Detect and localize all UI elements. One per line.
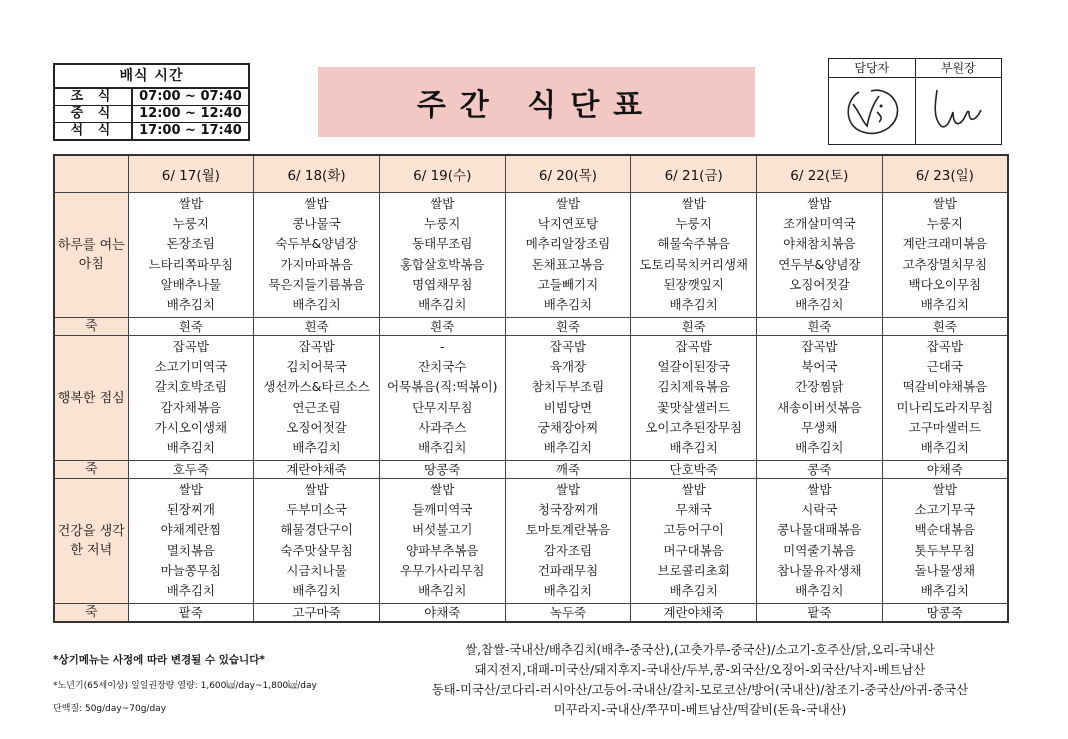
meal-row — [54, 193, 1008, 318]
menu-item: 숙두부&양념장 — [275, 236, 358, 252]
corner-cell — [54, 155, 128, 193]
porridge-cell: 호두죽 — [128, 461, 254, 479]
menu-cell — [631, 193, 757, 318]
serving-row-dinner — [55, 122, 248, 139]
day-header: 6/ 23(일) — [882, 155, 1008, 193]
menu-item: 배추김치 — [166, 583, 215, 599]
menu-item: 두부미소국 — [286, 502, 347, 518]
menu-item: 고구마샐러드 — [908, 419, 982, 435]
menu-item: 명엽채무침 — [412, 276, 473, 292]
menu-item: 갈치호박조림 — [154, 379, 228, 395]
approval-manager-label: 담당자 — [829, 59, 915, 78]
menu-item: 누룽지 — [926, 216, 963, 232]
menu-item: - — [440, 339, 445, 354]
porridge-cell: 흰죽 — [757, 318, 883, 336]
porridge-cell: 계란야채죽 — [631, 604, 757, 623]
menu-cell — [254, 336, 380, 461]
serving-meal-name: 석 식 — [55, 123, 133, 139]
menu-cell — [128, 479, 254, 604]
menu-item: 톳두부무침 — [914, 542, 976, 558]
menu-item: 오이고추된장무침 — [645, 419, 742, 435]
porridge-cell: 야채죽 — [882, 461, 1008, 479]
menu-item: 고들빼기지 — [537, 276, 599, 292]
menu-item: 야채참치볶음 — [783, 236, 856, 252]
menu-cell — [379, 479, 505, 604]
origin-line: 쌀,찹쌀-국내산/배추김치(배추-중국산),(고춧가루-중국산)/소고기-호주산/닭,오리-국내산 — [465, 643, 935, 657]
menu-item: 시락국 — [801, 502, 838, 518]
menu-item: 숙주맛살무침 — [280, 542, 353, 558]
menu-cell — [757, 193, 883, 318]
porridge-label: 죽 — [54, 461, 128, 479]
menu-item: 쌀밥 — [681, 482, 706, 497]
day-header-row — [54, 155, 1008, 193]
menu-cell — [505, 479, 631, 604]
menu-item: 배추김치 — [795, 583, 844, 599]
menu-item: 가시오이생채 — [154, 419, 228, 435]
menu-item: 콩나물국 — [292, 216, 341, 232]
origin-info — [380, 640, 1020, 720]
porridge-cell: 흰죽 — [882, 318, 1008, 336]
menu-item: 고등어구이 — [663, 522, 724, 538]
menu-item: 누룽지 — [424, 216, 461, 232]
porridge-row — [54, 318, 1008, 336]
porridge-cell: 녹두죽 — [505, 604, 631, 623]
day-header: 6/ 19(수) — [379, 155, 505, 193]
serving-time-header: 배식 시간 — [55, 65, 248, 89]
menu-item: 콩나물대패볶음 — [777, 522, 862, 538]
menu-item: 미역줄기볶음 — [783, 542, 856, 558]
menu-item: 무생채 — [801, 419, 838, 435]
menu-item: 된장찌개 — [166, 502, 215, 518]
menu-item: 잡곡밥 — [298, 339, 335, 354]
menu-item: 배추김치 — [166, 297, 215, 313]
menu-item: 감자채볶음 — [160, 399, 222, 415]
day-header: 6/ 18(화) — [254, 155, 380, 193]
menu-item: 알배추나물 — [160, 276, 222, 292]
porridge-cell: 깨죽 — [505, 461, 631, 479]
menu-item: 잡곡밥 — [675, 339, 712, 354]
menu-item: 잡곡밥 — [172, 339, 209, 354]
menu-item: 잡곡밥 — [926, 339, 963, 354]
menu-item: 육개장 — [549, 359, 587, 375]
menu-item: 사과주스 — [418, 419, 467, 435]
signature-manager — [829, 78, 915, 144]
menu-item: 비빔당면 — [543, 399, 593, 415]
menu-item: 배추김치 — [292, 297, 341, 313]
menu-item: 간장찜닭 — [795, 379, 844, 395]
menu-item: 배추김치 — [543, 440, 593, 456]
menu-item: 조개살미역국 — [783, 216, 856, 232]
day-header: 6/ 17(월) — [128, 155, 254, 193]
porridge-cell: 팥죽 — [128, 604, 254, 623]
menu-item: 쌀밥 — [430, 196, 455, 211]
origin-line: 돼지전지,대패-미국산/돼지후지-국내산/두부,콩-외국산/오징어-외국산/낙지-베트남산 — [474, 663, 926, 677]
menu-item: 홍합살호박볶음 — [399, 256, 485, 272]
menu-item: 시금치나물 — [286, 562, 347, 578]
menu-item: 배추김치 — [418, 440, 467, 456]
menu-item: 브로콜리초회 — [657, 562, 730, 578]
porridge-cell: 흰죽 — [379, 318, 505, 336]
meal-label: 행복한 점심 — [54, 336, 128, 461]
menu-item: 쌀밥 — [555, 482, 581, 497]
menu-item: 머구대볶음 — [663, 542, 724, 558]
menu-item: 참나물유자생채 — [777, 562, 862, 578]
porridge-cell: 계란야채죽 — [254, 461, 380, 479]
menu-cell — [379, 193, 505, 318]
menu-item: 잔치국수 — [418, 359, 467, 375]
menu-item: 잡곡밥 — [549, 339, 587, 354]
menu-item: 배추김치 — [543, 297, 593, 313]
menu-cell — [882, 479, 1008, 604]
serving-meal-time: 12:00 ~ 12:40 — [139, 106, 242, 121]
page-title: 주간 식단표 — [318, 67, 755, 137]
menu-item: 소고기무국 — [914, 502, 976, 518]
menu-item: 마늘쫑무침 — [160, 562, 222, 578]
menu-item: 배추김치 — [418, 583, 467, 599]
menu-item: 새송이버섯볶음 — [777, 399, 862, 415]
porridge-cell: 흰죽 — [631, 318, 757, 336]
signature-vice-director — [916, 78, 1002, 144]
meal-row — [54, 336, 1008, 461]
menu-item: 소고기미역국 — [154, 359, 228, 375]
menu-cell — [505, 193, 631, 318]
menu-item: 동태무조림 — [412, 236, 473, 252]
menu-cell — [128, 336, 254, 461]
menu-cell — [631, 479, 757, 604]
menu-item: 백순대볶음 — [914, 522, 976, 538]
menu-item: 돈장조림 — [166, 236, 215, 252]
meal-label: 하루를 여는 아침 — [54, 193, 128, 318]
menu-item: 궁채장아찌 — [537, 419, 599, 435]
porridge-label: 죽 — [54, 604, 128, 623]
menu-item: 쌀밥 — [932, 482, 957, 497]
menu-item: 해물숙주볶음 — [657, 236, 730, 252]
menu-item: 해물경단구이 — [280, 522, 353, 538]
menu-item: 들깨미역국 — [412, 502, 473, 518]
menu-item: 배추김치 — [418, 297, 467, 313]
porridge-cell: 흰죽 — [505, 318, 631, 336]
menu-item: 토마토계란볶음 — [525, 522, 611, 538]
menu-cell — [254, 479, 380, 604]
meal-body — [54, 193, 1008, 623]
menu-item: 쌀밥 — [304, 196, 329, 211]
menu-item: 돈채표고볶음 — [531, 256, 605, 272]
porridge-cell: 흰죽 — [128, 318, 254, 336]
menu-item: 배추김치 — [292, 440, 341, 456]
menu-item: 쌀밥 — [932, 196, 957, 211]
approval-vice-director-label: 부원장 — [916, 59, 1002, 78]
porridge-row — [54, 604, 1008, 623]
menu-item: 쌀밥 — [807, 482, 832, 497]
porridge-cell: 팥죽 — [757, 604, 883, 623]
serving-time-box — [53, 63, 250, 141]
menu-item: 미나리도라지무침 — [896, 399, 994, 415]
menu-item: 배추김치 — [669, 297, 718, 313]
menu-item: 오징어젓갈 — [286, 419, 347, 435]
menu-item: 배추김치 — [669, 583, 718, 599]
menu-item: 된장깻잎지 — [663, 276, 724, 292]
porridge-cell: 야채죽 — [379, 604, 505, 623]
serving-meal-time: 07:00 ~ 07:40 — [139, 89, 242, 104]
menu-item: 쌀밥 — [304, 482, 329, 497]
menu-item: 계란크래미볶음 — [902, 236, 988, 252]
menu-cell — [882, 193, 1008, 318]
menu-item: 배추김치 — [920, 440, 970, 456]
menu-cell — [757, 336, 883, 461]
menu-cell — [757, 479, 883, 604]
menu-item: 쌀밥 — [430, 482, 455, 497]
menu-item: 배추김치 — [292, 583, 341, 599]
menu-item: 메추리알장조림 — [525, 236, 611, 252]
menu-item: 배추김치 — [795, 440, 844, 456]
menu-item: 누룽지 — [172, 216, 209, 232]
menu-item: 배추김치 — [920, 297, 970, 313]
menu-item: 어묵볶음(직:떡볶이) — [386, 379, 498, 395]
menu-item: 배추김치 — [920, 583, 970, 599]
menu-item: 배추김치 — [669, 440, 718, 456]
menu-item: 야채계란찜 — [160, 522, 222, 538]
day-header: 6/ 20(목) — [505, 155, 631, 193]
menu-item: 가지마파볶음 — [280, 256, 353, 272]
day-header: 6/ 21(금) — [631, 155, 757, 193]
porridge-cell: 땅콩죽 — [379, 461, 505, 479]
approval-box — [828, 58, 1002, 145]
menu-item: 생선까스&타르소스 — [263, 379, 370, 395]
menu-item: 버섯불고기 — [412, 522, 473, 538]
protein-note: 단백질: 50g/day~70g/day — [53, 704, 167, 714]
menu-item: 청국장찌개 — [537, 502, 599, 518]
origin-line: 미꾸라지-국내산/쭈꾸미-베트남산/떡갈비(돈육-국내산) — [553, 703, 847, 717]
menu-item: 근대국 — [926, 359, 963, 375]
menu-item: 쌀밥 — [178, 482, 203, 497]
menu-item: 멸치볶음 — [166, 542, 215, 558]
serving-meal-name: 조 식 — [55, 89, 133, 105]
serving-meal-time: 17:00 ~ 17:40 — [139, 123, 242, 138]
menu-item: 양파부추볶음 — [406, 542, 479, 558]
menu-item: 꽃맛살샐러드 — [657, 399, 730, 415]
serving-meal-name: 중 식 — [55, 106, 133, 122]
menu-item: 배추김치 — [543, 583, 593, 599]
menu-item: 건파래무침 — [537, 562, 599, 578]
menu-item: 감자조림 — [543, 542, 593, 558]
menu-item: 쌀밥 — [555, 196, 581, 211]
menu-item: 배추김치 — [795, 297, 844, 313]
porridge-cell: 콩죽 — [757, 461, 883, 479]
menu-item: 우무가사리무침 — [399, 562, 485, 578]
meal-row — [54, 479, 1008, 604]
menu-cell — [128, 193, 254, 318]
menu-item: 잡곡밥 — [801, 339, 838, 354]
weekly-menu-table — [53, 154, 1009, 623]
serving-row-breakfast — [55, 89, 248, 105]
porridge-row — [54, 461, 1008, 479]
menu-item: 김치제육볶음 — [657, 379, 730, 395]
menu-item: 쌀밥 — [807, 196, 832, 211]
menu-item: 백다오이무침 — [908, 276, 982, 292]
porridge-label: 죽 — [54, 318, 128, 336]
menu-item: 얼갈이된장국 — [657, 359, 730, 375]
menu-item: 느타리쪽파무침 — [148, 256, 234, 272]
menu-item: 떡갈비야채볶음 — [902, 379, 988, 395]
menu-item: 돌나물생채 — [914, 562, 976, 578]
menu-change-note: *상기메뉴는 사정에 따라 변경될 수 있습니다* — [53, 654, 265, 666]
menu-item: 배추김치 — [166, 440, 215, 456]
porridge-cell: 단호박죽 — [631, 461, 757, 479]
origin-line: 동태-미국산/코다리-러시아산/고등어-국내산/갈치-모로코산/방어(국내산)/참조기-중국산/아귀-중국산 — [431, 683, 969, 697]
day-header: 6/ 22(토) — [757, 155, 883, 193]
menu-item: 쌀밥 — [178, 196, 203, 211]
serving-row-lunch — [55, 105, 248, 122]
menu-item: 김치어묵국 — [286, 359, 347, 375]
notes — [53, 652, 317, 714]
menu-item: 연두부&양념장 — [778, 256, 861, 272]
menu-item: 북어국 — [801, 359, 838, 375]
menu-cell — [505, 336, 631, 461]
menu-item: 낙지연포탕 — [537, 216, 599, 232]
menu-item: 연근조림 — [292, 399, 341, 415]
approval-manager — [829, 59, 915, 144]
porridge-cell: 땅콩죽 — [882, 604, 1008, 623]
calorie-note: *노년기(65세이상) 일일권장량 열량: 1,600㎉/day~1,800㎉/day — [53, 681, 317, 691]
menu-item: 쌀밥 — [681, 196, 706, 211]
menu-item: 무채국 — [675, 502, 712, 518]
menu-item: 누룽지 — [675, 216, 712, 232]
menu-cell — [254, 193, 380, 318]
menu-item: 도토리묵치커리생채 — [639, 256, 748, 272]
porridge-cell: 흰죽 — [254, 318, 380, 336]
menu-item: 단무지무침 — [412, 399, 473, 415]
menu-cell — [379, 336, 505, 461]
menu-cell — [631, 336, 757, 461]
menu-item: 참치두부조림 — [531, 379, 605, 395]
approval-vice-director — [915, 59, 1002, 144]
meal-label: 건강을 생각한 저녁 — [54, 479, 128, 604]
menu-item: 묵은지들기름볶음 — [268, 276, 365, 292]
menu-item: 오징어젓갈 — [789, 276, 850, 292]
menu-cell — [882, 336, 1008, 461]
porridge-cell: 고구마죽 — [254, 604, 380, 623]
menu-item: 고추장멸치무침 — [902, 256, 988, 272]
